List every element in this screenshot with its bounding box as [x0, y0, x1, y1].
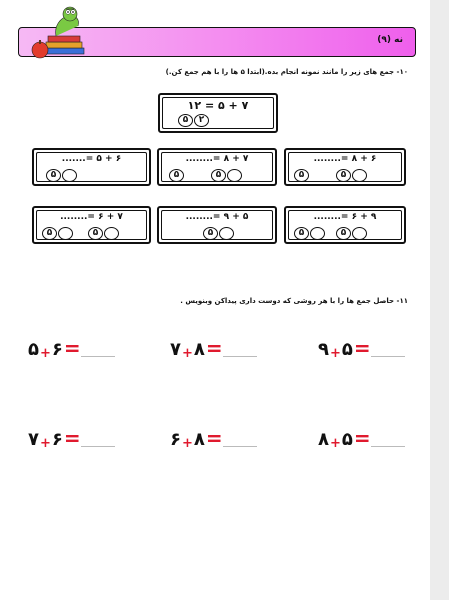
addend: ۷ [170, 339, 181, 360]
answer-circle [219, 227, 234, 240]
answer-line[interactable] [223, 446, 257, 447]
addend: ۶ [170, 429, 181, 450]
sum-box [157, 206, 277, 244]
plus-sign: + [40, 346, 51, 361]
addition-problem [170, 336, 257, 360]
answer-line[interactable] [223, 356, 257, 357]
example-box [158, 93, 278, 133]
addition-problem [28, 336, 115, 360]
lesson-number: نه (۹) [377, 35, 403, 45]
equals-sign: = [353, 426, 371, 450]
plus-sign: + [182, 436, 193, 451]
sum-box [157, 148, 277, 186]
sum-equation: ۹ + ۶ =........ [313, 212, 377, 222]
plus-sign: + [182, 346, 193, 361]
addition-problem [318, 336, 405, 360]
answer-circle: ۵ [169, 169, 184, 182]
plus-sign: + [330, 436, 341, 451]
equals-sign: = [353, 336, 371, 360]
answer-line[interactable] [81, 446, 115, 447]
example-circle-1: ۵ [178, 114, 193, 127]
sum-box [32, 148, 151, 186]
addend: ۸ [193, 339, 205, 360]
sum-equation: ۶ + ۸ =........ [313, 154, 377, 164]
answer-circle [104, 227, 119, 240]
answer-line[interactable] [371, 446, 405, 447]
sum-box [284, 206, 406, 244]
example-circle-2: ۲ [194, 114, 209, 127]
equals-sign: = [63, 426, 81, 450]
page-edge [430, 0, 449, 600]
sum-equation: ۵ + ۹ =........ [185, 212, 249, 222]
answer-line[interactable] [371, 356, 405, 357]
plus-sign: + [40, 436, 51, 451]
answer-circle [352, 227, 367, 240]
plus-sign: + [330, 346, 341, 361]
answer-circle [310, 227, 325, 240]
question-11-text: ۱۱- حاصل جمع ها را با هر روشی که دوست داری پیداکن وبنویس . [180, 297, 408, 305]
addend: ۸ [318, 429, 329, 450]
addend: ۶ [51, 429, 63, 450]
addition-problem [170, 426, 257, 450]
answer-circle: ۵ [211, 169, 226, 182]
answer-circle: ۵ [336, 169, 351, 182]
sum-box [284, 148, 406, 186]
answer-circle [352, 169, 367, 182]
answer-line[interactable] [81, 356, 115, 357]
equals-sign: = [205, 426, 223, 450]
addend: ۵ [341, 339, 353, 360]
addend: ۷ [28, 429, 39, 450]
sum-equation: ۶ + ۵ =....... [61, 154, 122, 164]
answer-circle: ۵ [203, 227, 218, 240]
addend: ۸ [193, 429, 205, 450]
sum-box [32, 206, 151, 244]
addition-problem [318, 426, 405, 450]
addend: ۵ [28, 339, 39, 360]
addition-problem [28, 426, 115, 450]
answer-circle: ۵ [46, 169, 61, 182]
question-10-text: ۱۰- جمع های زیر را مانند نمونه انجام بده.(ابتدا ۵ ها را با هم جمع کن.) [165, 68, 408, 76]
sum-equation: ۷ + ۶ =........ [60, 212, 123, 222]
addend: ۵ [341, 429, 353, 450]
answer-circle: ۵ [294, 169, 309, 182]
answer-circle: ۵ [294, 227, 309, 240]
answer-circle [58, 227, 73, 240]
answer-circle: ۵ [42, 227, 57, 240]
answer-circle: ۵ [88, 227, 103, 240]
answer-circle [227, 169, 242, 182]
sum-equation: ۷ + ۸ =........ [185, 154, 249, 164]
addend: ۶ [51, 339, 63, 360]
equals-sign: = [63, 336, 81, 360]
example-equation: ۷ + ۵ = ۱۲ [187, 99, 249, 112]
addend: ۹ [318, 339, 329, 360]
bookworm-logo-icon [30, 4, 88, 60]
equals-sign: = [205, 336, 223, 360]
answer-circle: ۵ [336, 227, 351, 240]
answer-circle [62, 169, 77, 182]
